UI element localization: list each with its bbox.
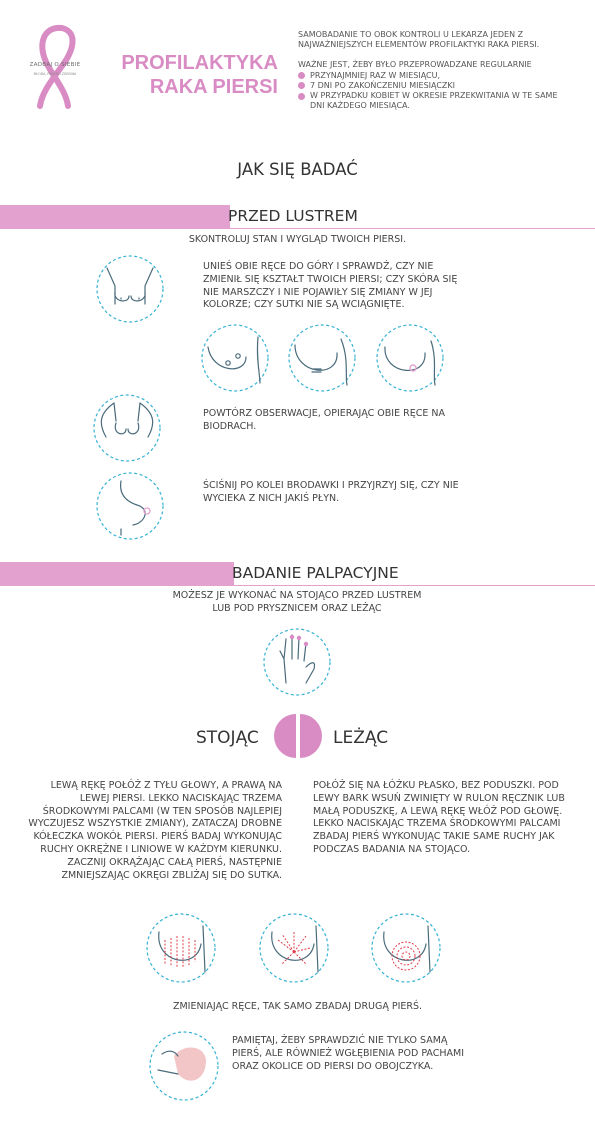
bullet-icon: [298, 82, 305, 89]
hands-on-hips-icon: [92, 393, 162, 463]
standing-text: LEWĄ RĘKĘ POŁÓŻ Z TYŁU GŁOWY, A PRAWĄ NA LEWEJ PIERSI. LEKKO NACISKAJĄC TRZEMA ŚRODKOWYMI PALCAMI (W TEN SPOSÓB NAJLEPIEJ WYCZUJESZ WSZYSTKIE ZMIANY), ZATACZAJ DROBNE KÓŁECZKA WOKÓŁ PIERSI. PIERŚ BADAJ WYKONUJĄC RUCHY OKRĘŻNE I LINIOWE W KAŻDYM KIERUNKU. ZACZNIJ OKRĄŻAJĄC CAŁĄ PIERŚ, NASTĘPNIE ZMNIEJSZAJĄC OKRĘGI ZBLIŻAJ SIĘ DO SUTKA.: [28, 780, 282, 881]
how-title: JAK SIĘ BADAĆ: [237, 160, 358, 179]
list-item: 7 DNI PO ZAKOŃCZENIU MIESIĄCZKI: [298, 81, 568, 91]
logo-subtitle: MŁODA, PIĘKNA I ZDROWA: [33, 72, 77, 76]
frequency-list: [298, 71, 568, 112]
bullet-icon: [298, 93, 305, 100]
breast-check-icon: [200, 323, 270, 393]
remember-text: PAMIĘTAJ, ŻEBY SPRAWDZIĆ NIE TYLKO SAMĄ PIERŚ, ALE RÓWNIEŻ WGŁĘBIENIA POD PACHAMI ORAZ OKOLICE OD PIERSI DO OBOJCZYKA.: [232, 1035, 465, 1072]
breast-check-icon: [375, 323, 445, 393]
raised-arms-icon: [95, 254, 165, 324]
important-note: WAŻNE JEST, ŻEBY BYŁO PRZEPROWADZANE REGULARNIE: [298, 60, 532, 70]
switch-text: ZMIENIAJĄC RĘCE, TAK SAMO ZBADAJ DRUGĄ PIERŚ.: [172, 1001, 423, 1012]
step2-text: POWTÓRZ OBSERWACJE, OPIERAJĄC OBIE RĘCE NA BIODRACH.: [203, 408, 445, 432]
spiral-pattern-icon: [258, 912, 330, 984]
armpit-icon: [148, 1030, 220, 1102]
title-line-1: PROFILAKTYKA: [121, 52, 278, 74]
logo-name: ZADBAJ O SIEBIE: [29, 62, 81, 68]
section-divider: [230, 228, 595, 229]
nipple-squeeze-icon: [95, 471, 165, 541]
section-title-mirror: PRZED LUSTREM: [228, 207, 358, 225]
page-title: [98, 51, 278, 99]
step1-text: UNIEŚ OBIE RĘCE DO GÓRY I SPRAWDŹ, CZY NIE ZMIENIŁ SIĘ KSZTAŁT TWOICH PIERSI; CZY SKÓRA SIĘ NIE MARSZCZY I NIE POJAWIŁY SIĘ ZMIANY W JEJ KOLORZE; CZY SUTKI NIE SĄ WCIĄGNIĘTE.: [203, 261, 458, 311]
vertical-pattern-icon: [145, 912, 217, 984]
step3-text: ŚCIŚNIJ PO KOLEI BRODAWKI I PRZYJRZYJ SIĘ, CZY NIE WYCIEKA Z NICH JAKIŚ PŁYN.: [203, 480, 459, 504]
standing-label: STOJĄC: [196, 728, 259, 748]
lying-label: LEŻĄC: [333, 728, 389, 748]
circular-pattern-icon: [370, 912, 442, 984]
list-item: W PRZYPADKU KOBIET W OKRESIE PRZEKWITANIA W TE SAME DNI KAŻDEGO MIESIĄCA.: [298, 91, 568, 111]
section-band: [0, 562, 234, 586]
section-band: [0, 205, 230, 229]
mirror-subtitle: SKONTROLUJ STAN I WYGLĄD TWOICH PIERSI.: [188, 234, 407, 245]
hand-icon: [262, 627, 332, 697]
list-item: PRZYNAJMNIEJ RAZ W MIESIĄCU,: [298, 71, 568, 81]
section-divider: [234, 585, 595, 586]
section-title-palpation: BADANIE PALPACYJNE: [232, 564, 399, 582]
palpation-subtitle: MOŻESZ JE WYKONAĆ NA STOJĄCO PRZED LUSTREM LUB POD PRYSZNICEM ORAZ LEŻĄC: [172, 590, 422, 614]
half-circle-icon: [274, 712, 322, 760]
breast-check-icon: [287, 323, 357, 393]
title-line-2: RAKA PIERSI: [149, 76, 278, 98]
intro-text: [298, 30, 568, 111]
lying-text: POŁÓŻ SIĘ NA ŁÓŻKU PŁASKO, BEZ PODUSZKI. POD LEWY BARK WSUŃ ZWINIĘTY W RULON RĘCZNIK LUB MAŁĄ PODUSZKĘ, A LEWĄ RĘKĘ WŁÓŻ POD GŁOWĘ. LEKKO NACISKAJĄC TRZEMA ŚRODKOWYMI PALCAMI ZBADAJ PIERŚ WYKONUJĄC TAKIE SAME RUCHY JAK PODCZAS BADANIA NA STOJĄCO.: [313, 780, 565, 855]
bullet-icon: [298, 72, 305, 79]
intro-paragraph: SAMOBADANIE TO OBOK KONTROLI U LEKARZA JEDEN Z NAJWAŻNIEJSZYCH ELEMENTÓW PROFILAKTYKI RAKA PIERSI.: [298, 30, 540, 50]
